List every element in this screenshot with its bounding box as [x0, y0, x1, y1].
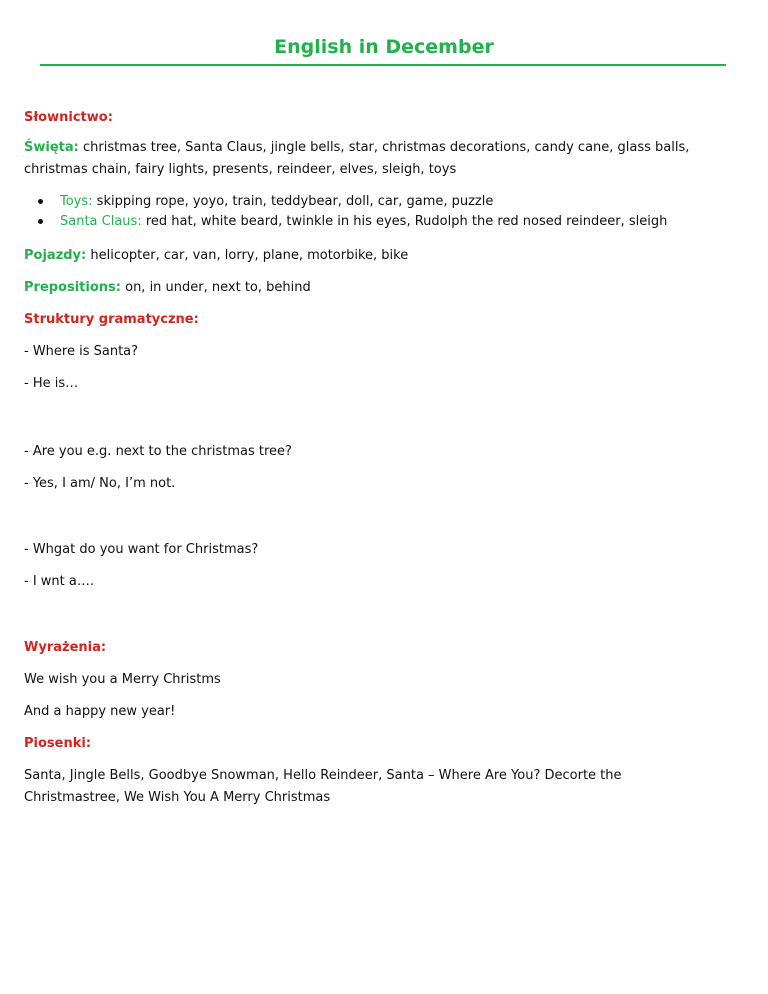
santa-label: Santa Claus:: [60, 214, 142, 229]
title-underline: [40, 64, 726, 66]
pojazdy-label: Pojazdy:: [24, 248, 87, 263]
question-3: - Whgat do you want for Christmas?: [24, 542, 259, 557]
santa-text: red hat, white beard, twinkle in his eyes, Rudolph the red nosed reindeer, sleigh: [141, 214, 668, 229]
list-item-santa: [60, 212, 667, 232]
heading-wyrazenia: Wyrażenia:: [24, 640, 107, 655]
prepositions-label: Prepositions:: [24, 280, 121, 295]
heading-struktury: Struktury gramatyczne:: [24, 312, 199, 327]
swieta-line-2: christmas chain, fairy lights, presents, reindeer, elves, sleigh, toys: [24, 162, 457, 177]
songs-line-1: Santa, Jingle Bells, Goodbye Snowman, Hello Reindeer, Santa – Where Are You? Decorte the: [24, 768, 622, 783]
swieta-text-1: christmas tree, Santa Claus, jingle bells, star, christmas decorations, candy cane, glass balls,: [78, 140, 690, 155]
pojazdy-line: [24, 246, 408, 266]
wish-line-2: And a happy new year!: [24, 704, 176, 719]
swieta-label: Święta:: [24, 140, 79, 155]
prepositions-line: [24, 278, 311, 298]
pojazdy-text: helicopter, car, van, lorry, plane, motorbike, bike: [86, 248, 409, 263]
heading-slownictwo: Słownictwo:: [24, 110, 113, 125]
toys-label: Toys:: [60, 194, 93, 209]
songs-line-2: Christmastree, We Wish You A Merry Christmas: [24, 790, 331, 805]
toys-text: skipping rope, yoyo, train, teddybear, doll, car, game, puzzle: [92, 194, 494, 209]
list-item-toys: [60, 192, 493, 212]
answer-2: - Yes, I am/ No, I’m not.: [24, 476, 176, 491]
question-1: - Where is Santa?: [24, 344, 139, 359]
heading-piosenki: Piosenki:: [24, 736, 92, 751]
page-title: English in December: [274, 36, 494, 58]
wish-line-1: We wish you a Merry Christms: [24, 672, 221, 687]
question-2: - Are you e.g. next to the christmas tree?: [24, 444, 292, 459]
answer-1: - He is…: [24, 376, 79, 391]
swieta-line-1: [24, 138, 689, 158]
answer-3: - I wnt a….: [24, 574, 94, 589]
prepositions-text: on, in under, next to, behind: [120, 280, 311, 295]
